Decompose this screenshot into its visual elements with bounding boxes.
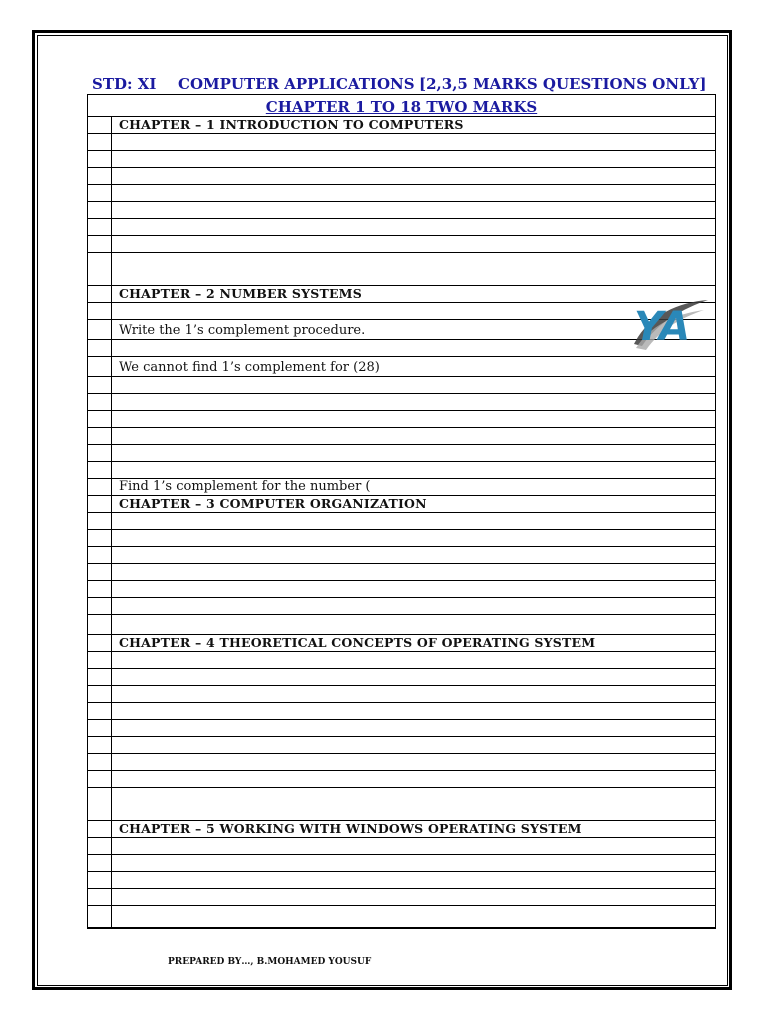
- row-number-cell: [88, 411, 112, 427]
- chapter-heading-text: CHAPTER – 5 WORKING WITH WINDOWS OPERATING SYSTEM: [119, 821, 582, 836]
- row-number-cell: [88, 513, 112, 529]
- row-number-cell: [88, 357, 112, 376]
- row-number-cell: [88, 320, 112, 339]
- question-row: [88, 669, 715, 686]
- row-number-cell: [88, 168, 112, 184]
- question-row: [88, 185, 715, 202]
- question-row: [88, 202, 715, 219]
- chapter-heading-row: [88, 117, 715, 134]
- row-number-cell: [88, 286, 112, 302]
- row-number-cell: [88, 185, 112, 201]
- row-number-cell: [88, 151, 112, 167]
- chapter-heading-text: CHAPTER – 4 THEORETICAL CONCEPTS OF OPERATING SYSTEM: [119, 635, 596, 650]
- question-row: [88, 889, 715, 906]
- question-row: [88, 754, 715, 771]
- row-number-cell: [88, 855, 112, 871]
- row-number-cell: [88, 635, 112, 651]
- question-row: [88, 411, 715, 428]
- question-text: Write the 1’s complement procedure.: [119, 323, 366, 338]
- row-number-cell: [88, 564, 112, 580]
- question-row: [88, 703, 715, 720]
- question-row: [88, 615, 715, 635]
- row-number-cell: [88, 720, 112, 736]
- chapter-heading-row: [88, 286, 715, 303]
- question-row: [88, 134, 715, 151]
- chapter-range-title: CHAPTER 1 TO 18 TWO MARKS: [88, 95, 715, 117]
- subject-label: COMPUTER APPLICATIONS: [178, 75, 415, 93]
- question-row: [88, 737, 715, 754]
- question-row: [88, 357, 715, 377]
- question-row: [88, 377, 715, 394]
- document-header: [92, 75, 712, 95]
- question-row: [88, 513, 715, 530]
- question-row: [88, 236, 715, 253]
- question-row: [88, 652, 715, 669]
- question-row: [88, 428, 715, 445]
- question-row: [88, 303, 715, 320]
- question-row: [88, 219, 715, 236]
- question-row: [88, 462, 715, 479]
- question-row: [88, 906, 715, 928]
- question-row: [88, 445, 715, 462]
- question-row: [88, 855, 715, 872]
- row-number-cell: [88, 686, 112, 702]
- row-number-cell: [88, 598, 112, 614]
- row-number-cell: [88, 615, 112, 634]
- row-number-cell: [88, 253, 112, 285]
- standard-label: STD: XI: [92, 75, 157, 93]
- question-row: [88, 168, 715, 185]
- question-row: [88, 788, 715, 821]
- question-row: [88, 394, 715, 411]
- chapter-heading-row: [88, 821, 715, 838]
- chapter-heading-text: CHAPTER – 3 COMPUTER ORGANIZATION: [119, 496, 427, 511]
- ya-logo-icon: [628, 296, 712, 358]
- question-text: Find 1’s complement for the number (: [119, 479, 371, 494]
- question-row: [88, 253, 715, 286]
- row-number-cell: [88, 771, 112, 787]
- row-number-cell: [88, 669, 112, 685]
- question-row: [88, 547, 715, 564]
- row-number-cell: [88, 889, 112, 905]
- question-row: [88, 581, 715, 598]
- row-number-cell: [88, 219, 112, 235]
- row-number-cell: [88, 703, 112, 719]
- row-number-cell: [88, 394, 112, 410]
- row-number-cell: [88, 117, 112, 133]
- chapter-heading-text: CHAPTER – 2 NUMBER SYSTEMS: [119, 286, 362, 301]
- row-number-cell: [88, 496, 112, 512]
- question-row: [88, 320, 715, 340]
- question-row: [88, 771, 715, 788]
- row-number-cell: [88, 581, 112, 597]
- question-row: [88, 598, 715, 615]
- row-number-cell: [88, 788, 112, 820]
- question-row: [88, 564, 715, 581]
- row-number-cell: [88, 134, 112, 150]
- chapter-heading-row: [88, 496, 715, 513]
- row-number-cell: [88, 821, 112, 837]
- question-row: [88, 530, 715, 547]
- row-number-cell: [88, 754, 112, 770]
- row-number-cell: [88, 236, 112, 252]
- question-text: We cannot find 1’s complement for (28): [119, 360, 380, 375]
- row-number-cell: [88, 202, 112, 218]
- question-row: [88, 838, 715, 855]
- row-number-cell: [88, 340, 112, 356]
- question-row: [88, 340, 715, 357]
- row-number-cell: [88, 303, 112, 319]
- scope-label: [2,3,5 MARKS QUESTIONS ONLY]: [419, 75, 707, 93]
- row-number-cell: [88, 530, 112, 546]
- prepared-by-footer: PREPARED BY…, B.MOHAMED YOUSUF: [168, 957, 372, 967]
- row-number-cell: [88, 838, 112, 854]
- question-row: [88, 479, 715, 496]
- chapter-heading-text: CHAPTER – 1 INTRODUCTION TO COMPUTERS: [119, 117, 464, 132]
- row-number-cell: [88, 428, 112, 444]
- row-number-cell: [88, 872, 112, 888]
- question-row: [88, 720, 715, 737]
- row-number-cell: [88, 547, 112, 563]
- question-row: [88, 872, 715, 889]
- row-number-cell: [88, 445, 112, 461]
- row-number-cell: [88, 479, 112, 495]
- logo-text: YA: [634, 304, 691, 350]
- question-row: [88, 151, 715, 168]
- chapter-heading-row: [88, 635, 715, 652]
- question-row: [88, 686, 715, 703]
- row-number-cell: [88, 462, 112, 478]
- row-number-cell: [88, 737, 112, 753]
- row-number-cell: [88, 652, 112, 668]
- row-number-cell: [88, 906, 112, 927]
- questions-table: [87, 94, 716, 929]
- row-number-cell: [88, 377, 112, 393]
